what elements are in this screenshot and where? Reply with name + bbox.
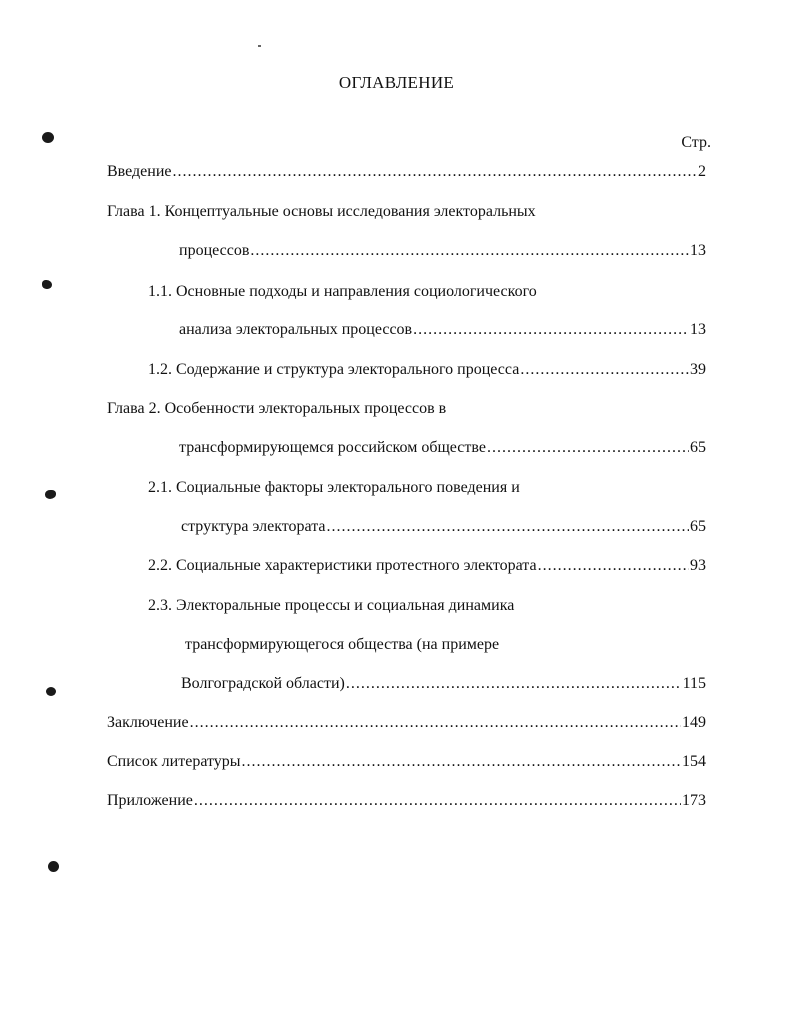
toc-entry-page: 13 [690, 242, 706, 259]
toc-entry-section-2-1 [181, 518, 706, 540]
toc-entry-conclusion [107, 714, 706, 736]
toc-entry-appendix [107, 792, 706, 814]
toc-entry-title: Список литературы [107, 753, 241, 770]
toc-section-1-1-heading: 1.1. Основные подходы и направления социологического [148, 283, 537, 300]
toc-entry-page: 39 [690, 361, 706, 378]
toc-leader-dots [538, 557, 689, 575]
toc-entry-title: Введение [107, 163, 172, 180]
scan-hole-mark [45, 490, 56, 499]
scan-speck [258, 45, 261, 47]
toc-entry-page: 65 [690, 439, 706, 456]
toc-entry-page: 65 [690, 518, 706, 535]
toc-entry-section-2-3 [181, 675, 706, 697]
toc-entry-title: 2.2. Социальные характеристики протестного электората [148, 557, 537, 574]
toc-leader-dots [190, 714, 681, 732]
toc-entry-chapter-1 [179, 242, 706, 264]
toc-section-2-1-heading: 2.1. Социальные факторы электорального поведения и [148, 479, 520, 496]
toc-entry-section-1-1 [179, 321, 706, 343]
toc-entry-title: Заключение [107, 714, 189, 731]
toc-entry-chapter-2 [179, 439, 706, 461]
toc-entry-title: структура электората [181, 518, 326, 535]
toc-entry-page: 13 [690, 321, 706, 338]
toc-entry-page: 115 [682, 675, 706, 692]
toc-leader-dots [520, 361, 689, 379]
toc-entry-title: процессов [179, 242, 250, 259]
scan-hole-mark [48, 861, 59, 872]
toc-leader-dots [487, 439, 689, 457]
toc-chapter-2-heading: Глава 2. Особенности электоральных процессов в [107, 400, 447, 417]
toc-entry-introduction [107, 163, 706, 185]
toc-leader-dots [173, 163, 698, 181]
toc-entry-title: анализа электоральных процессов [179, 321, 413, 338]
toc-entry-section-1-2 [148, 361, 706, 383]
toc-entry-title: Волгоградской области) [181, 675, 345, 692]
toc-entry-title: трансформирующемся российском обществе [179, 439, 486, 456]
page-title: ОГЛАВЛЕНИЕ [338, 73, 455, 92]
toc-leader-dots [413, 321, 689, 339]
toc-leader-dots [346, 675, 682, 693]
page-column-label: Стр. [681, 134, 711, 151]
toc-leader-dots [242, 753, 681, 771]
scan-hole-mark [42, 132, 54, 143]
toc-entry-page: 2 [698, 163, 706, 180]
toc-chapter-1-heading: Глава 1. Концептуальные основы исследования электоральных [107, 203, 536, 220]
toc-leader-dots [327, 518, 689, 536]
toc-entry-title: Приложение [107, 792, 193, 809]
toc-entry-page: 173 [682, 792, 706, 809]
scan-hole-mark [42, 280, 52, 289]
toc-entry-title: 1.2. Содержание и структура электорального процесса [148, 361, 520, 378]
toc-leader-dots [194, 792, 681, 810]
toc-entry-bibliography [107, 753, 706, 775]
toc-entry-section-2-2 [148, 557, 706, 579]
scan-hole-mark [46, 687, 56, 696]
toc-leader-dots [250, 242, 689, 260]
toc-entry-page: 93 [690, 557, 706, 574]
toc-entry-page: 149 [682, 714, 706, 731]
toc-section-2-3-heading: 2.3. Электоральные процессы и социальная динамика [148, 597, 515, 614]
toc-section-2-3-subheading: трансформирующегося общества (на примере [185, 636, 500, 653]
toc-entry-page: 154 [682, 753, 706, 770]
